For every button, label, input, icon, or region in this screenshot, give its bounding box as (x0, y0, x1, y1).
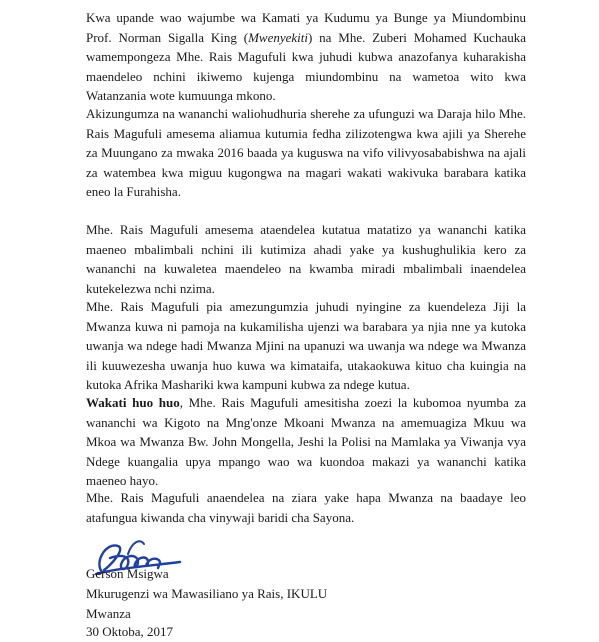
paragraph-text-start: Kwa upande wao wajumbe wa Kamati ya Kudumu ya Bunge ya Miundombinu Prof. Norman Sigalla King ( (86, 10, 526, 45)
paragraph-text: Akizungumza na wananchi waliohudhuria sherehe za ufunguzi wa Daraja hilo Mhe. Rais Magufuli amesema aliamua kutumia fedha zilizotengwa kwa ajili ya Sherehe za Muungano za mwaka 2016 baada ya kuguswa na vifo vilivyosababishwa na ajali za watembea kwa miguu kugongwa na magari wakati wakivuka barabara katika eneo la Furahisha. (86, 106, 526, 199)
signatory-title: Mkurugenzi wa Mawasiliano ya Rais, IKULU (86, 586, 328, 601)
paragraph-text-end: ) na Mhe. Zuberi Mohamed Kuchauka wamempongeza Mhe. Rais Magufuli kwa juhudi kubwa anazofanya kuharakisha maendeleo nchini ikiwemo kujenga miundombinu na wametoa wito kwa Watanzania wote kumuunga mkono. (86, 29, 526, 103)
signoff-place: Mwanza (86, 606, 131, 621)
paragraph-text: , Mhe. Rais Magufuli amesitisha zoezi la kubomoa nyumba za wananchi wa Kigoto na Mng'onze Mkoani Mwanza na amemuagiza Mkuu wa Mkoa wa Mwanza Bw. John Mongella, Jeshi la Polisi na Mamlaka ya Viwanja vya Ndege kuangalia upya mpango wao wa kuondoa makazi ya wananchi katika maeneo hayo. (86, 395, 526, 488)
paragraph-tour-continues (86, 488, 526, 527)
paragraph-committee-praise (86, 8, 526, 106)
paragraph-solving-problems (86, 220, 526, 298)
paragraph-lead-bold: Wakati huo huo (86, 395, 180, 410)
paragraph-mwanza-development (86, 297, 526, 395)
paragraph-text: Mhe. Rais Magufuli anaendelea na ziara yake hapa Mwanza na baadaye leo atafungua kiwanda cha vinywaji baridi cha Sayona. (86, 490, 526, 525)
emphasis-mwenyekiti: Mwenyekiti (248, 29, 308, 45)
paragraph-demolition-halt (86, 393, 526, 491)
signatory-name: Gerson Msigwa (86, 566, 169, 581)
paragraph-text: Mhe. Rais Magufuli pia amezungumzia juhudi nyingine za kuendeleza Jiji la Mwanza kuwa ni pamoja na kukamilisha ujenzi wa barabara ya njia nne ya kutoka uwanja wa ndege hadi Mwanza Mjini na upanuzi wa uwanja wa ndege wa Mwanza ili kuuwezesha uwanja huo kuwa wa kimataifa, utakaokuwa kituo cha kuingia na kutoka Afrika Mashariki kwa kampuni kubwa za ndege kutua. (86, 299, 526, 392)
paragraph-bridge-opening (86, 104, 526, 202)
signoff-date: 30 Oktoba, 2017 (86, 624, 174, 639)
paragraph-text: Mhe. Rais Magufuli amesema ataendelea kutatua matatizo ya wananchi katika maeneo mbalimbali nchini ili kutimiza ahadi yake ya kushughulikia kero za wananchi na kuwaletea maendeleo na kwamba miradi mbalimbali inaendelea kutekelezwa nchi nzima. (86, 222, 526, 296)
